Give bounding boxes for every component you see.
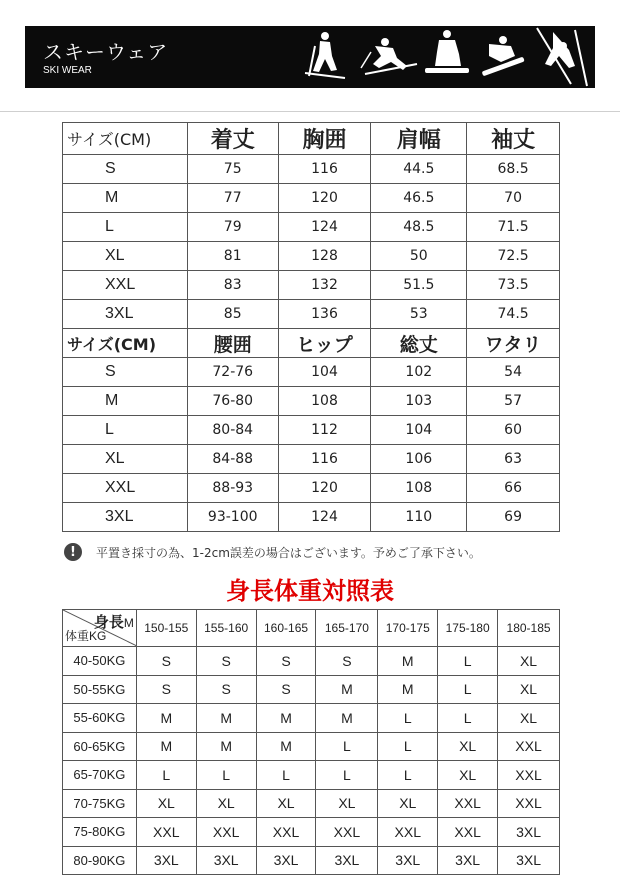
size-cell: 3XL	[136, 846, 196, 875]
height-range: 150-155	[136, 610, 196, 647]
table-cell: 136	[278, 300, 371, 329]
table-row	[63, 647, 560, 676]
weight-range: 60-65KG	[63, 732, 137, 761]
corner-cell	[63, 610, 137, 647]
size-label: 3XL	[63, 300, 188, 329]
table-cell: 88-93	[187, 474, 278, 503]
size-cell: L	[378, 761, 438, 790]
corner-weight-label: 体重	[65, 629, 90, 643]
height-range: 180-185	[498, 610, 560, 647]
header-total-length: 総丈	[371, 329, 467, 358]
size-cell: 3XL	[316, 846, 378, 875]
table-cell: 93-100	[187, 503, 278, 532]
height-range: 160-165	[256, 610, 316, 647]
size-cell: L	[256, 761, 316, 790]
size-label: M	[63, 184, 188, 213]
weight-range: 75-80KG	[63, 818, 137, 847]
weight-range: 40-50KG	[63, 647, 137, 676]
skier-silhouettes-icon	[275, 26, 595, 88]
size-cell: M	[136, 704, 196, 733]
size-cell: XXL	[378, 818, 438, 847]
size-cell: L	[136, 761, 196, 790]
header-length: 着丈	[187, 123, 278, 155]
weight-range: 70-75KG	[63, 789, 137, 818]
height-weight-table	[62, 609, 560, 875]
size-cell: XL	[438, 732, 498, 761]
height-range: 165-170	[316, 610, 378, 647]
size-cell: M	[378, 647, 438, 676]
table-row	[63, 675, 560, 704]
size-cell: XL	[498, 675, 560, 704]
table-cell: 104	[278, 358, 371, 387]
size-cell: S	[196, 675, 256, 704]
header-chest: 胸囲	[278, 123, 371, 155]
size-cell: L	[438, 675, 498, 704]
table-row	[63, 503, 560, 532]
size-label: S	[63, 155, 188, 184]
weight-range: 80-90KG	[63, 846, 137, 875]
size-cell: L	[378, 704, 438, 733]
header-thigh: ワタリ	[467, 329, 560, 358]
size-cell: 3XL	[378, 846, 438, 875]
height-header-row	[63, 610, 560, 647]
table-cell: 53	[371, 300, 467, 329]
table-cell: 57	[467, 387, 560, 416]
size-cell: M	[196, 704, 256, 733]
table-row	[63, 271, 560, 300]
banner-subtitle: SKI WEAR	[43, 65, 92, 76]
header-shoulder: 肩幅	[371, 123, 467, 155]
table-cell: 69	[467, 503, 560, 532]
size-cell: XL	[316, 789, 378, 818]
height-range: 170-175	[378, 610, 438, 647]
size-label: S	[63, 358, 188, 387]
table-cell: 108	[278, 387, 371, 416]
table-cell: 120	[278, 474, 371, 503]
size-cell: L	[196, 761, 256, 790]
table-cell: 124	[278, 213, 371, 242]
size-cell: M	[378, 675, 438, 704]
table-cell: 116	[278, 155, 371, 184]
table-cell: 85	[187, 300, 278, 329]
size-table	[62, 122, 560, 532]
table-row	[63, 416, 560, 445]
size-cell: XXL	[438, 789, 498, 818]
table-cell: 72-76	[187, 358, 278, 387]
size-cell: XXL	[196, 818, 256, 847]
size-label: XXL	[63, 271, 188, 300]
header-sleeve: 袖丈	[467, 123, 560, 155]
table-row	[63, 704, 560, 733]
size-cell: S	[256, 675, 316, 704]
table-cell: 70	[467, 184, 560, 213]
weight-range: 55-60KG	[63, 704, 137, 733]
table-row	[63, 818, 560, 847]
size-cell: S	[316, 647, 378, 676]
size-cell: M	[196, 732, 256, 761]
table-cell: 75	[187, 155, 278, 184]
table-row	[63, 184, 560, 213]
corner-height-label: 身長	[93, 614, 124, 631]
lower-table-header-row	[63, 329, 560, 358]
banner-title: スキーウェア	[43, 40, 169, 64]
table-row	[63, 213, 560, 242]
size-cell: XL	[136, 789, 196, 818]
table-cell: 128	[278, 242, 371, 271]
table-cell: 81	[187, 242, 278, 271]
table-cell: 63	[467, 445, 560, 474]
size-cell: XXL	[438, 818, 498, 847]
size-cell: 3XL	[196, 846, 256, 875]
corner-weight-unit: KG	[89, 629, 107, 643]
table-cell: 110	[371, 503, 467, 532]
height-range: 155-160	[196, 610, 256, 647]
size-cell: XXL	[136, 818, 196, 847]
size-cell: XXL	[498, 761, 560, 790]
size-cell: S	[136, 675, 196, 704]
size-cell: S	[196, 647, 256, 676]
size-cell: XL	[498, 647, 560, 676]
size-cell: XXL	[498, 789, 560, 818]
table-cell: 76-80	[187, 387, 278, 416]
size-cell: L	[438, 647, 498, 676]
table-cell: 80-84	[187, 416, 278, 445]
size-cell: M	[256, 704, 316, 733]
table-row	[63, 761, 560, 790]
size-cell: XXL	[498, 732, 560, 761]
size-cell: 3XL	[498, 846, 560, 875]
table-cell: 66	[467, 474, 560, 503]
table-cell: 44.5	[371, 155, 467, 184]
height-weight-body	[63, 647, 560, 875]
ski-wear-banner	[25, 26, 595, 88]
size-cell: M	[316, 675, 378, 704]
note-text: 平置き採寸の為、1-2cm誤差の場合はございます。予めご了承下さい。	[96, 545, 481, 560]
table-row	[63, 242, 560, 271]
size-cell: L	[378, 732, 438, 761]
size-cell: M	[136, 732, 196, 761]
size-cell: M	[256, 732, 316, 761]
table-row	[63, 155, 560, 184]
table-row	[63, 732, 560, 761]
table-cell: 103	[371, 387, 467, 416]
size-cell: L	[316, 761, 378, 790]
table-cell: 54	[467, 358, 560, 387]
corner-height-unit: M	[123, 616, 134, 630]
exclamation-icon: !	[64, 543, 82, 561]
size-cell: 3XL	[498, 818, 560, 847]
size-label: 3XL	[63, 503, 188, 532]
table-cell: 120	[278, 184, 371, 213]
table-cell: 84-88	[187, 445, 278, 474]
size-label: M	[63, 387, 188, 416]
table-cell: 79	[187, 213, 278, 242]
table-cell: 77	[187, 184, 278, 213]
table-cell: 71.5	[467, 213, 560, 242]
table-cell: 60	[467, 416, 560, 445]
size-label: L	[63, 416, 188, 445]
table-cell: 124	[278, 503, 371, 532]
table-row	[63, 789, 560, 818]
size-cell: 3XL	[256, 846, 316, 875]
table-cell: 74.5	[467, 300, 560, 329]
size-cell: XL	[196, 789, 256, 818]
upper-table-caption: サイズ(CM)	[63, 123, 188, 155]
size-label: XL	[63, 242, 188, 271]
table-cell: 104	[371, 416, 467, 445]
table-cell: 102	[371, 358, 467, 387]
divider	[0, 111, 620, 112]
size-cell: XL	[438, 761, 498, 790]
height-weight-title: 身長体重対照表	[226, 577, 394, 605]
table-row	[63, 387, 560, 416]
size-cell: L	[316, 732, 378, 761]
table-row	[63, 445, 560, 474]
table-cell: 46.5	[371, 184, 467, 213]
table-row	[63, 846, 560, 875]
measurement-note	[64, 543, 481, 561]
size-cell: XL	[498, 704, 560, 733]
table-row	[63, 300, 560, 329]
table-cell: 108	[371, 474, 467, 503]
size-cell: S	[256, 647, 316, 676]
lower-table-caption: サイズ(CM)	[63, 329, 188, 358]
header-hip: ヒップ	[278, 329, 371, 358]
table-cell: 51.5	[371, 271, 467, 300]
size-cell: XXL	[316, 818, 378, 847]
size-cell: M	[316, 704, 378, 733]
header-waist: 腰囲	[187, 329, 278, 358]
weight-range: 50-55KG	[63, 675, 137, 704]
size-label: XXL	[63, 474, 188, 503]
table-cell: 132	[278, 271, 371, 300]
table-cell: 106	[371, 445, 467, 474]
table-cell: 50	[371, 242, 467, 271]
height-range: 175-180	[438, 610, 498, 647]
size-cell: XL	[256, 789, 316, 818]
size-label: XL	[63, 445, 188, 474]
table-cell: 48.5	[371, 213, 467, 242]
size-cell: L	[438, 704, 498, 733]
size-cell: 3XL	[438, 846, 498, 875]
size-label: L	[63, 213, 188, 242]
upper-table-header-row	[63, 123, 560, 155]
weight-range: 65-70KG	[63, 761, 137, 790]
table-row	[63, 474, 560, 503]
table-cell: 116	[278, 445, 371, 474]
size-cell: XXL	[256, 818, 316, 847]
table-cell: 112	[278, 416, 371, 445]
table-cell: 72.5	[467, 242, 560, 271]
table-cell: 83	[187, 271, 278, 300]
size-cell: XL	[378, 789, 438, 818]
table-cell: 73.5	[467, 271, 560, 300]
table-row	[63, 358, 560, 387]
size-cell: S	[136, 647, 196, 676]
table-cell: 68.5	[467, 155, 560, 184]
